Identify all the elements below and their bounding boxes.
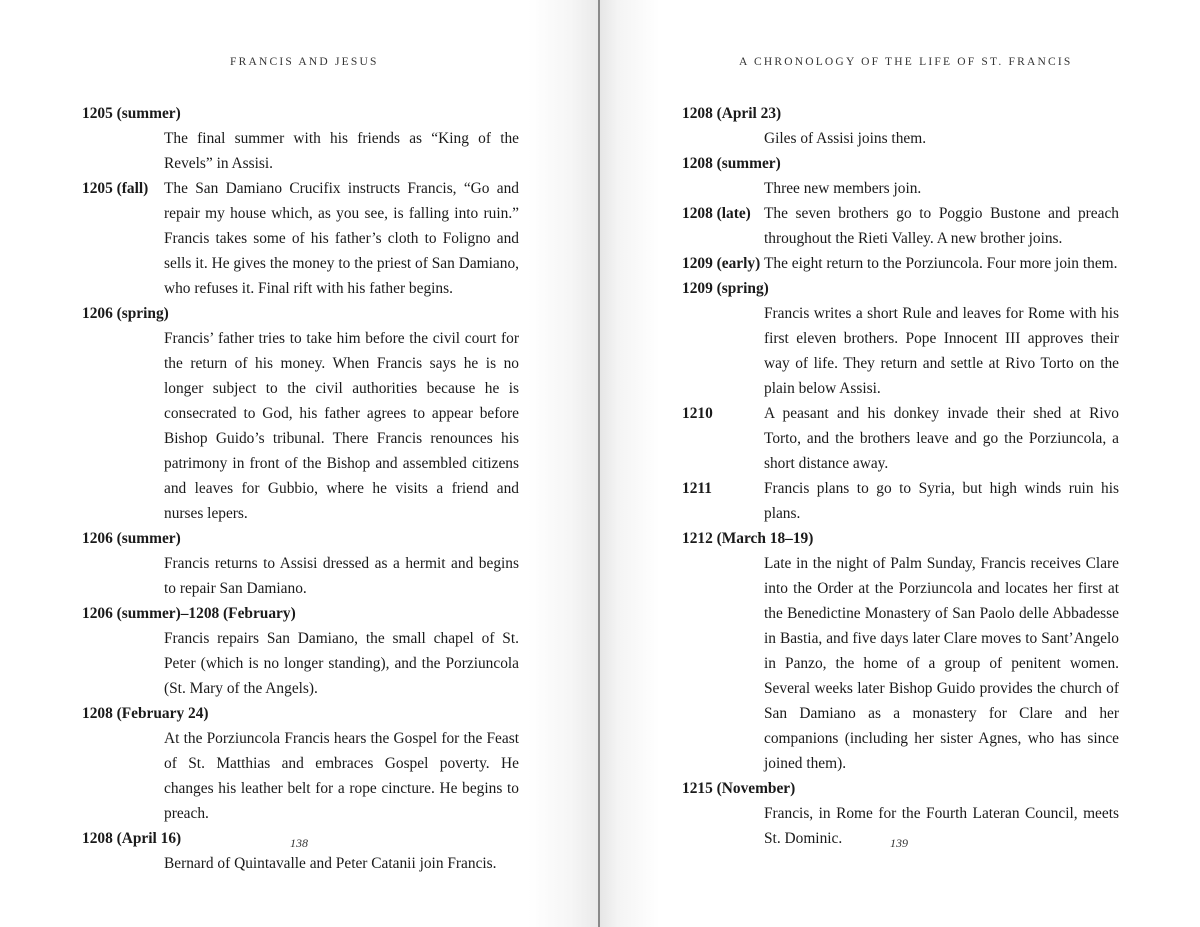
entry-text: At the Porziuncola Francis hears the Gospel for the Feast of St. Matthias and embraces Gospel poverty. He changes his leather belt for a rope cincture. He begins to preach. — [164, 730, 519, 822]
entry-text: The final summer with his friends as “King of the Revels” in Assisi. — [164, 130, 519, 172]
page-number: 139 — [890, 836, 908, 850]
entry-text: Francis’ father tries to take him before the civil court for the return of his money. When Francis says he is no longer subject to the civil authorities because he is consecrated to God, his father agrees to appear before Bishop Guido’s tribunal. There Francis renounces his patrimony in front of the Bishop and assembled citizens and leaves for Gubbio, where he visits a friend and nurses lepers. — [164, 330, 519, 522]
entry-date: 1215 (November) — [682, 780, 796, 797]
entry-text: The eight return to the Porziuncola. Four more join them. — [764, 255, 1118, 272]
right-page — [600, 0, 1200, 927]
chronology-list — [82, 101, 519, 876]
entry-date: 1210 — [682, 405, 713, 422]
entry-date: 1205 (summer) — [82, 105, 181, 122]
entry-date: 1206 (summer) — [82, 530, 181, 547]
chronology-entry — [82, 701, 519, 826]
entry-text: A peasant and his donkey invade their shed at Rivo Torto, and the brothers leave and go the Porziuncola, a short distance away. — [764, 405, 1119, 472]
entry-date: 1208 (April 16) — [82, 830, 182, 847]
running-head: FRANCIS AND JESUS — [230, 56, 379, 68]
chronology-entry — [682, 251, 1119, 276]
chronology-entry — [82, 526, 519, 601]
entry-date: 1209 (early) — [682, 255, 761, 272]
entry-date: 1206 (summer)–1208 (February) — [82, 605, 296, 622]
entry-date: 1209 (spring) — [682, 280, 769, 297]
chronology-entry — [82, 101, 519, 176]
chronology-entry — [82, 176, 519, 301]
chronology-entry — [682, 151, 1119, 201]
chronology-list — [682, 101, 1119, 851]
entry-text: Late in the night of Palm Sunday, Francis receives Clare into the Order at the Porziuncola and locates her first at the Benedictine Monastery of San Paolo delle Abbadesse in Bastia, and five days later Clare moves to Sant’Angelo in Panzo, the home of a group of penitent women. Several weeks later Bishop Guido provides the church of San Damiano as a monastery for Clare and her companions (including her sister Agnes, who has since joined them). — [764, 555, 1119, 772]
chronology-entry — [82, 601, 519, 701]
chronology-entry — [682, 201, 1119, 251]
page-number: 138 — [290, 836, 308, 850]
entry-date: 1206 (spring) — [82, 305, 169, 322]
entry-text: Giles of Assisi joins them. — [764, 130, 927, 147]
entry-date: 1208 (April 23) — [682, 105, 782, 122]
entry-date: 1208 (late) — [682, 205, 751, 222]
entry-text: Francis writes a short Rule and leaves for Rome with his first eleven brothers. Pope Innocent III approves their way of life. They return and settle at Rivo Torto on the plain below Assisi. — [764, 305, 1119, 397]
entry-text: Francis returns to Assisi dressed as a hermit and begins to repair San Damiano. — [164, 555, 519, 597]
entry-text: The San Damiano Crucifix instructs Francis, “Go and repair my house which, as you see, is falling into ruin.” Francis takes some of his father’s cloth to Foligno and sells it. He gives the money to the priest of San Damiano, who refuses it. Final rift with his father begins. — [164, 180, 519, 297]
entry-text: The seven brothers go to Poggio Bustone and preach throughout the Rieti Valley. A new brother joins. — [764, 205, 1119, 247]
chronology-entry — [682, 101, 1119, 151]
entry-date: 1212 (March 18–19) — [682, 530, 814, 547]
entry-text: Francis repairs San Damiano, the small chapel of St. Peter (which is no longer standing), and the Porziuncola (St. Mary of the Angels). — [164, 630, 519, 697]
entry-date: 1205 (fall) — [82, 180, 149, 197]
chronology-entry — [82, 301, 519, 526]
entry-text: Bernard of Quintavalle and Peter Catanii join Francis. — [164, 855, 497, 872]
entry-date: 1208 (February 24) — [82, 705, 209, 722]
entry-date: 1211 — [682, 480, 712, 497]
entry-text: Francis, in Rome for the Fourth Lateran Council, meets St. Dominic. — [764, 805, 1119, 847]
entry-text: Francis plans to go to Syria, but high winds ruin his plans. — [764, 480, 1119, 522]
chronology-entry — [682, 526, 1119, 776]
chronology-entry — [682, 476, 1119, 526]
chronology-entry — [682, 401, 1119, 476]
chronology-entry — [682, 276, 1119, 401]
chronology-entry — [82, 826, 519, 876]
entry-text: Three new members join. — [764, 180, 922, 197]
running-head: A CHRONOLOGY OF THE LIFE OF ST. FRANCIS — [739, 56, 1073, 68]
entry-date: 1208 (summer) — [682, 155, 781, 172]
